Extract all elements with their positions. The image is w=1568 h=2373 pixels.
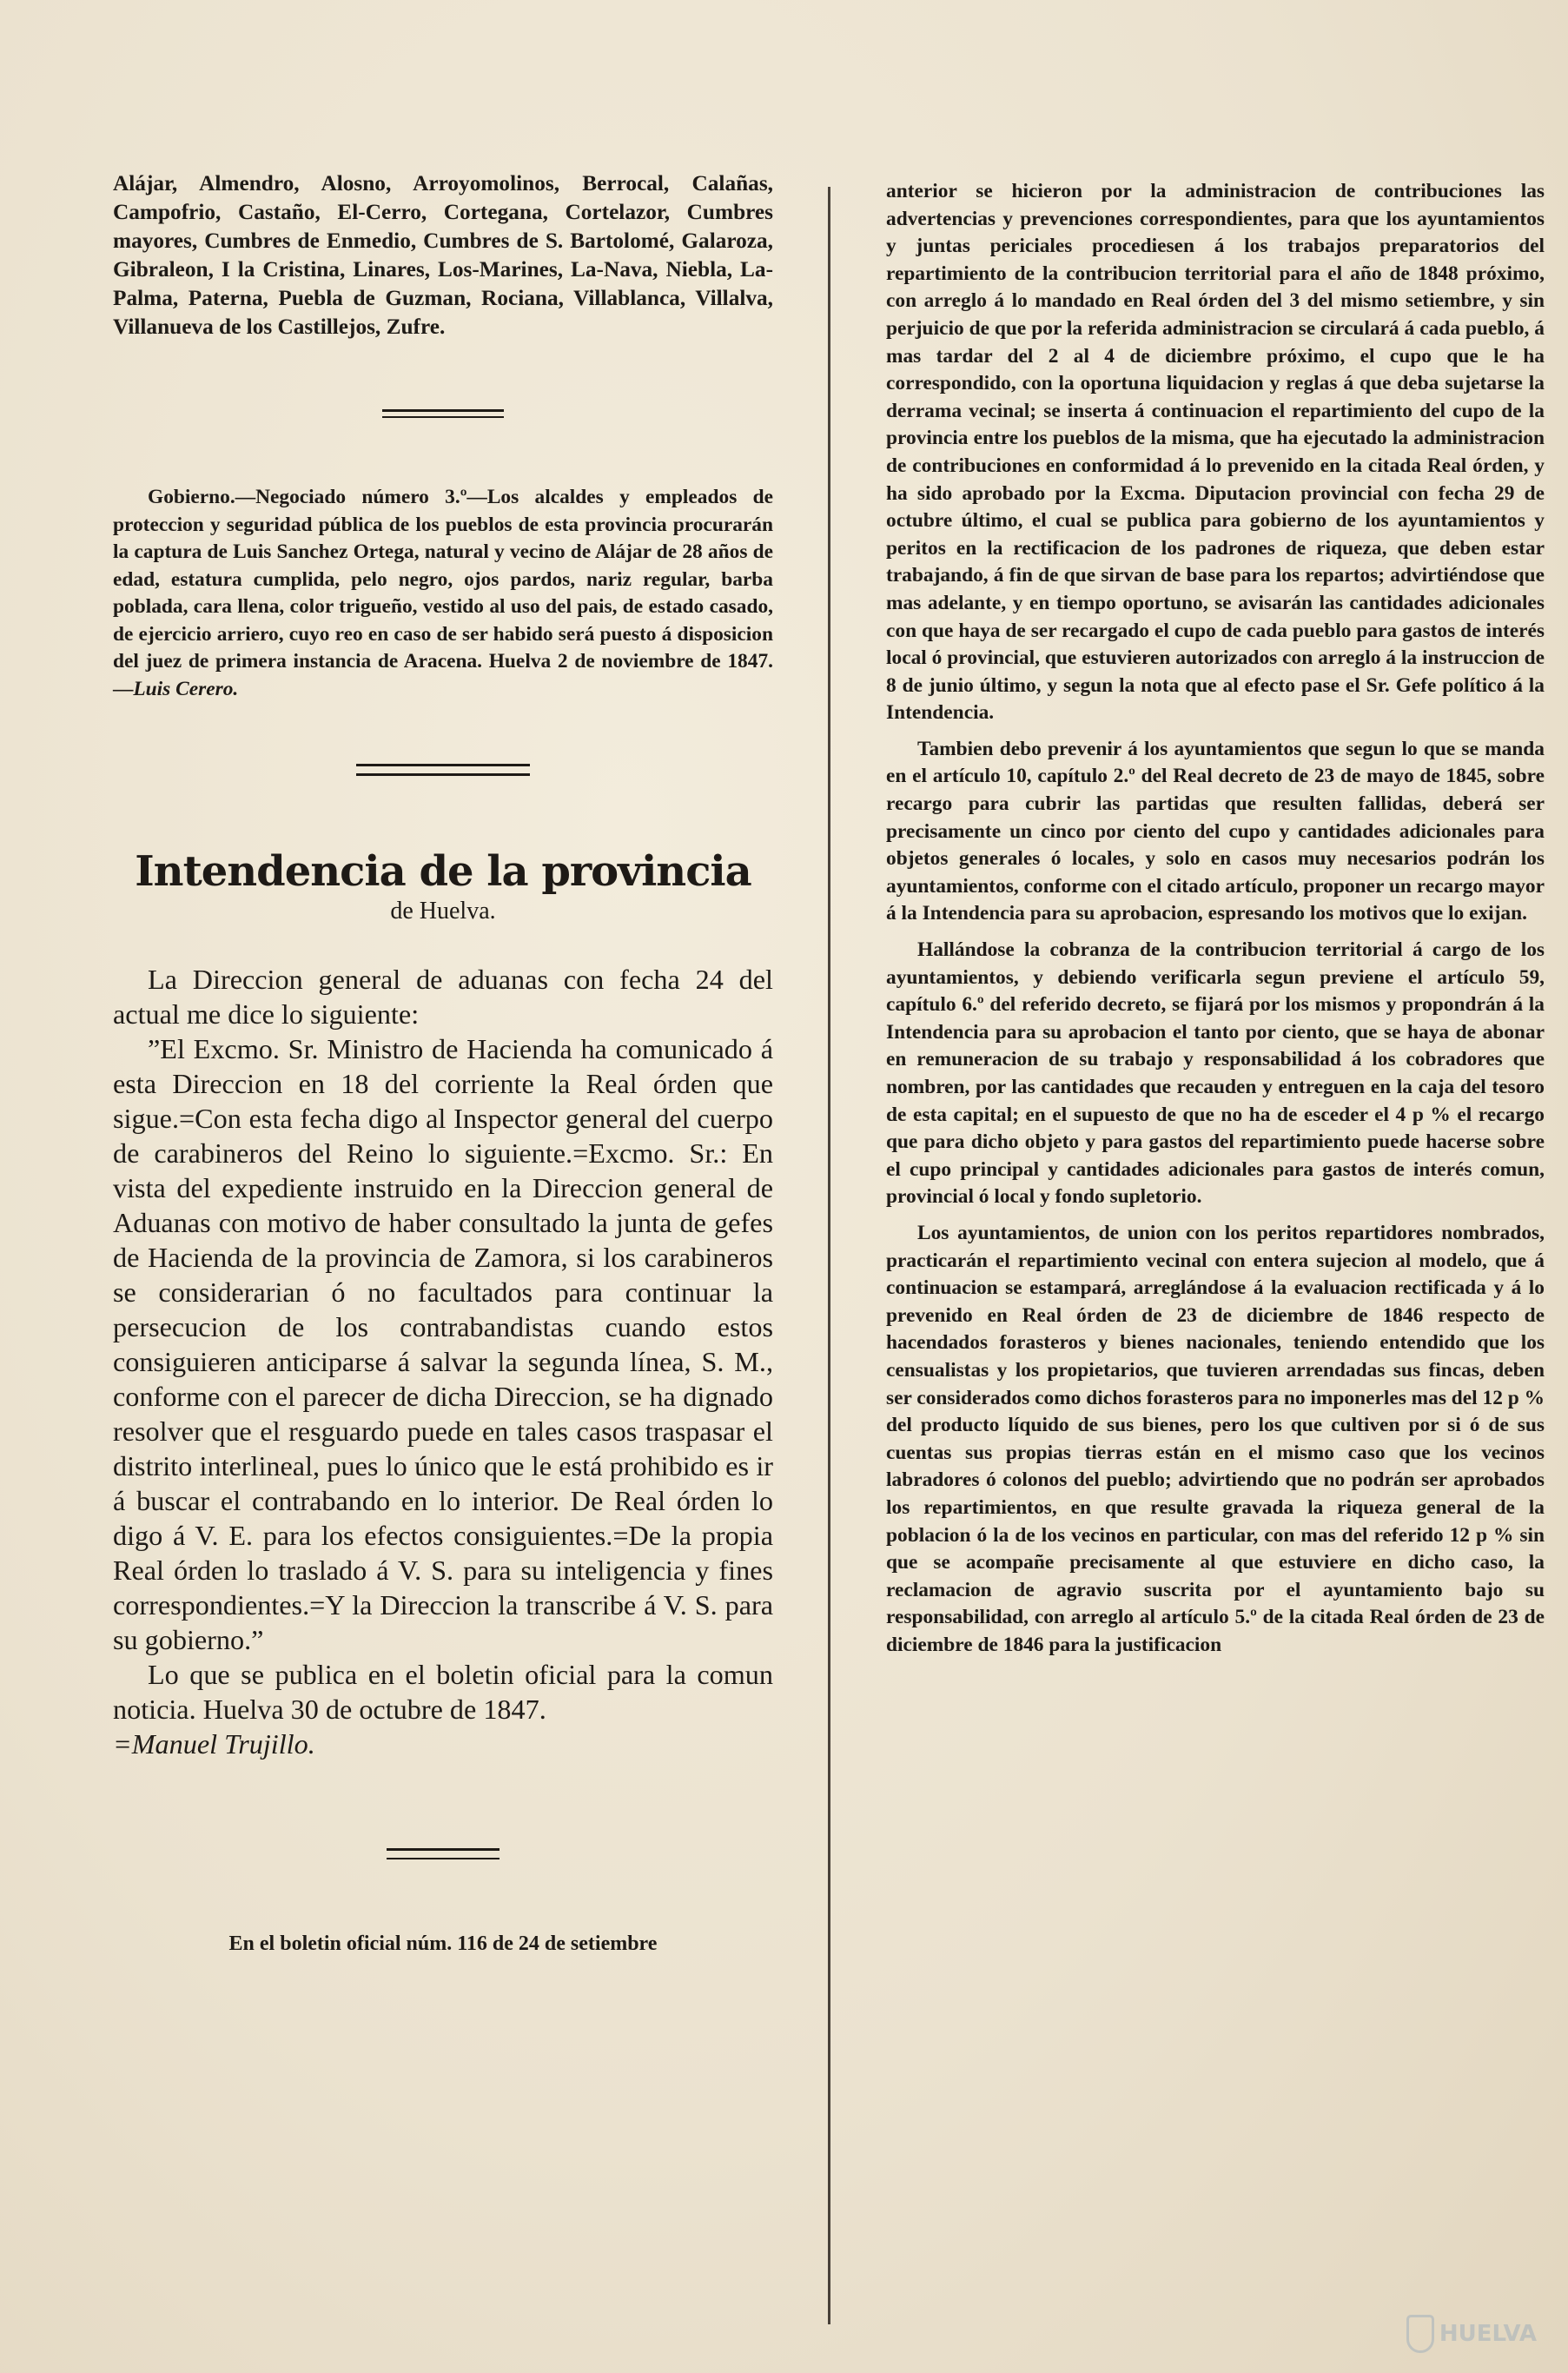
section-divider (356, 764, 530, 776)
intendencia-subtitle: de Huelva. (390, 898, 496, 925)
right-paragraph: Tambien debo prevenir á los ayuntamientos que segun lo que se manda en el artículo 10, capítulo 2.º del Real decreto de 23 de mayo de 1845, sobre recargo para cubrir las partidas que resulten fallidas, deberá ser precisamente un cinco por ciento del cupo y cantidades adicionales para objetos generales ó locales, y solo en casos muy necesarios podrán los ayuntamientos, conforme con el citado artículo, proponer un recargo mayor á la Intendencia para su aprobacion, espresando los motivos que lo exijan. (886, 737, 1545, 925)
right-column (886, 178, 1545, 1659)
intendencia-title: Intendencia de la provincia (135, 847, 751, 896)
watermark-text: HUELVA (1439, 2321, 1537, 2347)
right-paragraph: anterior se hicieron por la administracion de contribuciones las advertencias y prevenciones correspondientes, para que los ayuntamientos y juntas periciales procediesen á los trabajos preparatorios del repartimiento de la contribucion territorial para el año de 1848 próximo, con arreglo á lo mandado en Real órden del 3 del mismo setiembre, y sin perjuicio de que por la referida administracion se circulará á cada pueblo, á mas tardar del 2 al 4 de diciembre próximo, el cupo que le ha correspondido, con la oportuna liquidacion y reglas á que deba sujetarse la derrama vecinal; se inserta á continuacion el repartimiento del cupo de la provincia entre los pueblos de la misma, que ha ejecutado la administracion de contribuciones en conformidad á lo prevenido en la citada Real órden, y ha sido aprobado por la Excma. Diputacion provincial con fecha 29 de octubre último, el cual se publica para gobierno de los ayuntamientos y peritos en la rectificacion de los padrones de riqueza, que deben estar trabajando, á fin de que sirvan de base para los repartos; advirtiéndose que mas adelante, y en tiempo oportuno, se avisarán las cantidades adicionales con que haya de ser recargado el cupo de cada pueblo para gastos de interés local ó provincial, que estuvieren autorizados con arreglo á la instruccion de 8 de junio último, y segun la nota que al efecto pase el Sr. Gefe político á la Intendencia. (886, 180, 1545, 725)
intendencia-body (113, 962, 773, 1761)
intendencia-paragraph: Lo que se publica en el boletin oficial para la comun noticia. Huelva 30 de octubre de 1847. (113, 1659, 773, 1725)
gobierno-notice (113, 484, 773, 703)
left-column (113, 169, 773, 1957)
shield-icon (1406, 2315, 1434, 2353)
column-rule (828, 187, 830, 2324)
town-list: Alájar, Almendro, Alosno, Arroyomolinos, Berrocal, Calañas, Campofrio, Castaño, El-Cerro, Cortegana, Cortelazor, Cumbres mayores, Cumbres de Enmedio, Cumbres de S. Bartolomé, Galaroza, Gibraleon, I la Cristina, Linares, Los-Marines, La-Nava, Niebla, La-Palma, Paterna, Puebla de Guzman, Rociana, Villablanca, Villalva, Villanueva de los Castillejos, Zufre. (113, 171, 773, 339)
intendencia-paragraph: ”El Excmo. Sr. Ministro de Hacienda ha comunicado á esta Direccion en 18 del corriente la Real órden que sigue.=Con esta fecha digo al Inspector general del cuerpo de carabineros del Reino lo siguiente.=Excmo. Sr.: En vista del expediente instruido en la Direccion general de Aduanas con motivo de haber consultado la junta de gefes de Hacienda de la provincia de Zamora, si los carabineros se considerarian ó no facultados para continuar la persecucion de los contrabandistas cuando estos consiguieren anticiparse á salvar la segunda línea, S. M., conforme con el parecer de dicha Direccion, se ha dignado resolver que el resguardo puede en tales casos traspasar el distrito interlineal, pues lo único que le está prohibido es ir á buscar el contrabando en lo interior. De Real órden lo digo á V. E. para los efectos consiguientes.=De la propia Real órden lo traslado á V. S. para su inteligencia y fines correspondientes.=Y la Direccion la transcribe á V. S. para su gobierno.” (113, 1033, 773, 1655)
section-divider (387, 1848, 500, 1859)
intendencia-signature-line (113, 1727, 773, 1761)
intendencia-paragraph: La Direccion general de aduanas con fecha 24 del actual me dice lo siguiente: (113, 964, 773, 1030)
right-paragraph: Hallándose la cobranza de la contribucion territorial á cargo de los ayuntamientos, y debiendo verificarla segun previene el artículo 59, capítulo 6.º del referido decreto, se fijará por los mismos y propondrán á la Intendencia para su aprobacion el tanto por ciento, que se haya de abonar en remuneracion de su trabajo y responsabilidad á los cobradores que nombren, por las cantidades que recauden y entreguen en la caja del tesoro de esta capital; en el supuesto de que no ha de esceder el 4 p % el recargo que para dicho objeto y para gastos del repartimiento puede hacerse sobre el cupo principal y cantidades adicionales para gastos de interés comun, provincial ó local y fondo supletorio. (886, 938, 1545, 1209)
archive-watermark (1406, 2314, 1537, 2354)
section-divider (382, 409, 504, 418)
gobierno-signature: Luis Cerero. (133, 677, 239, 700)
footnote: En el boletin oficial núm. 116 de 24 de setiembre (228, 1932, 658, 1955)
gobierno-text: Gobierno.—Negociado número 3.º—Los alcaldes y empleados de proteccion y seguridad pública de los pueblos de esta provincia procurarán la captura de Luis Sanchez Ortega, natural y vecino de Alájar de 28 años de edad, estatura cumplida, pelo negro, ojos pardos, nariz regular, barba poblada, cara llena, color trigueño, vestido al uso del pais, de estado casado, de ejercicio arriero, cuyo reo en caso de ser habido será puesto á disposicion del juez de primera instancia de Aracena. Huelva 2 de noviembre de 1847.— (113, 486, 773, 700)
right-paragraph: Los ayuntamientos, de union con los peritos repartidores nombrados, practicarán el repartimiento vecinal con entera sujecion al modelo, que á continuacion se estampará, arreglándose á la evaluacion rectificada y á lo prevenido en Real órden de 23 de diciembre de 1846 respecto de hacendados forasteros y bienes nacionales, teniendo entendido que los censualistas y los propietarios, que tuvieren arrendadas sus fincas, deben ser considerados como dichos forasteros para no imponerles mas del 12 p % del producto líquido de sus bienes, pero los que cultiven por si ó de sus cuentas sus propias tierras están en el mismo caso que los vecinos labradores ó colonos del pueblo; advirtiendo que no podrán ser aprobados los repartimientos, en que resulte gravada la riqueza general de la poblacion ó la de los vecinos en particular, con mas del referido 12 p % sin que se acompañe precisamente al que estuviere en dicho caso, la reclamacion de agravio suscrita por el ayuntamiento bajo su responsabilidad, con arreglo al artículo 5.º de la citada Real órden de 23 de diciembre de 1846 para la justificacion (886, 1221, 1545, 1656)
intendencia-signature: =Manuel Trujillo. (113, 1728, 315, 1760)
